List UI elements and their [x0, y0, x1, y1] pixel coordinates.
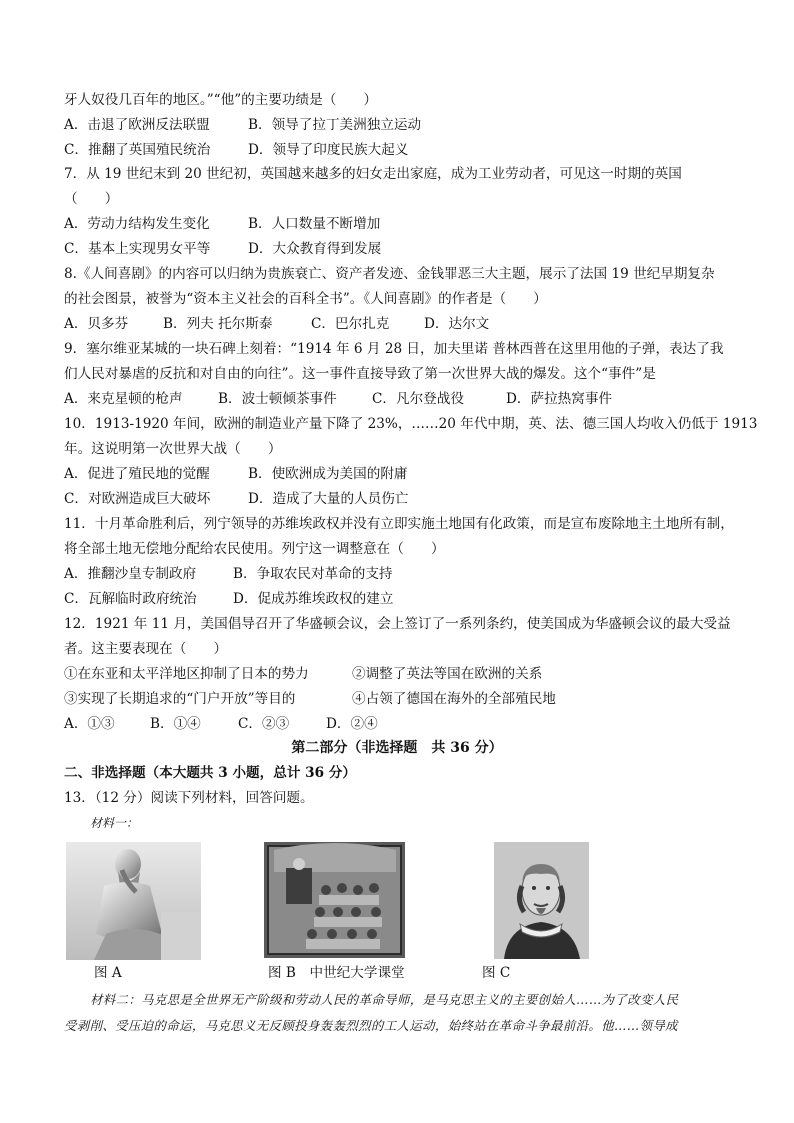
q12-stem-line2: 者。这主要表现在（ ） — [64, 641, 228, 657]
q7-option-d[interactable]: D．大众教育得到发展 — [248, 241, 382, 257]
q11-option-d[interactable]: D．促成苏维埃政权的建立 — [233, 591, 394, 607]
figure-b-classroom-image — [264, 842, 405, 958]
q7-stem-line1: 7．从 19 世纪末到 20 世纪初，英国越来越多的妇女走出家庭，成为工业劳动者，可见这一时期的英国 — [64, 166, 682, 182]
q9-option-c[interactable]: C．凡尔登战役 — [372, 391, 464, 407]
q9-stem-line1: 9．塞尔维亚某城的一块石碑上刻着：“1914 年 6 月 28 日，加夫里诺 普林西普在这里用他的子弹，表达了我 — [64, 341, 724, 357]
q11-option-c[interactable]: C．瓦解临时政府统治 — [64, 591, 197, 607]
figure-a-caption: 图 A — [94, 965, 122, 981]
material1-label: 材料一： — [90, 816, 139, 830]
q12-option-c[interactable]: C．②③ — [238, 716, 290, 732]
figure-c-portrait-image — [494, 842, 589, 959]
q11-stem-line1: 11．十月革命胜利后，列宁领导的苏维埃政权并没有立即实施土地国有化政策，而是宣布废除地主土地所有制， — [64, 516, 734, 532]
statue-icon — [66, 842, 201, 960]
figure-c-caption: 图 C — [482, 965, 511, 981]
q6-stem-tail: 牙人奴役几百年的地区。”“他”的主要功绩是（ ） — [64, 92, 378, 108]
material2-line2: 受剥削、受压迫的命运，马克思义无反顾投身轰轰烈烈的工人运动，始终站在革命斗争最前沿。他……领导成 — [64, 1018, 678, 1033]
q10-option-c[interactable]: C．对欧洲造成巨大破坏 — [64, 491, 211, 507]
q12-stem-line1: 12．1921 年 11 月，美国倡导召开了华盛顿会议，会上签订了一系列条约，使美国成为华盛顿会议的最大受益 — [64, 616, 731, 632]
q6-option-b[interactable]: B．领导了拉丁美洲独立运动 — [248, 117, 422, 133]
q11-option-b[interactable]: B．争取农民对革命的支持 — [233, 566, 393, 582]
q9-option-b[interactable]: B．波士顿倾茶事件 — [218, 391, 337, 407]
q12-item-4: ④占领了德国在海外的全部殖民地 — [352, 691, 556, 707]
q6-option-d[interactable]: D．领导了印度民族大起义 — [248, 142, 409, 158]
q8-stem-line1: 8.《人间喜剧》的内容可以归纳为贵族衰亡、资产者发迹、金钱罪恶三大主题，展示了法国 19 世纪早期复杂 — [64, 266, 715, 282]
q10-stem-line1: 10．1913-1920 年间，欧洲的制造业产量下降了 23%，……20 年代中期，英、法、德三国人均收入仍低于 1913 — [64, 416, 758, 432]
q10-option-b[interactable]: B．使欧洲成为美国的附庸 — [248, 466, 408, 482]
q12-item-2: ②调整了英法等国在欧洲的关系 — [352, 666, 543, 682]
q12-option-b[interactable]: B．①④ — [150, 716, 201, 732]
q12-option-a[interactable]: A．①③ — [64, 716, 115, 732]
medieval-classroom-icon — [264, 842, 405, 958]
portrait-icon — [494, 842, 589, 959]
q10-option-d[interactable]: D．造成了大量的人员伤亡 — [248, 491, 409, 507]
q6-option-c[interactable]: C．推翻了英国殖民统治 — [64, 142, 211, 158]
q8-option-a[interactable]: A．贝多芬 — [64, 316, 129, 332]
q12-option-d[interactable]: D．②④ — [326, 716, 378, 732]
q11-stem-line2: 将全部土地无偿地分配给农民使用。列宁这一调整意在（ ） — [64, 541, 445, 557]
q10-stem-line2: 年。这说明第一次世界大战（ ） — [64, 441, 282, 457]
q7-option-b[interactable]: B．人口数量不断增加 — [248, 216, 381, 232]
q7-option-c[interactable]: C．基本上实现男女平等 — [64, 241, 211, 257]
q6-option-a[interactable]: A．击退了欧洲反法联盟 — [64, 117, 210, 133]
q9-stem-line2: 们人民对暴虐的反抗和对自由的向往”。这一事件直接导致了第一次世界大战的爆发。这个“事件”是 — [64, 366, 656, 382]
figure-b-caption: 图 B 中世纪大学课堂 — [268, 965, 405, 981]
q8-option-c[interactable]: C．巴尔扎克 — [311, 316, 390, 332]
q8-stem-line2: 的社会图景，被誉为“资本主义社会的百科全书”。《人间喜剧》的作者是（ ） — [64, 291, 547, 307]
q13-stem: 13．（12 分）阅读下列材料，回答问题。 — [64, 790, 314, 806]
q9-option-a[interactable]: A．来克星顿的枪声 — [64, 391, 183, 407]
q7-stem-line2: （ ） — [64, 191, 119, 207]
q12-item-1: ①在东亚和太平洋地区抑制了日本的势力 — [64, 666, 309, 682]
q10-option-a[interactable]: A．促进了殖民地的觉醒 — [64, 466, 210, 482]
material2-line1: 材料二：马克思是全世界无产阶级和劳动人民的革命导师，是马克思主义的主要创始人……为了改变人民 — [90, 992, 679, 1007]
q11-option-a[interactable]: A．推翻沙皇专制政府 — [64, 566, 197, 582]
figure-a-statue-image — [66, 842, 201, 960]
part2-title: 第二部分（非选择题 共 36 分） — [291, 740, 503, 756]
q8-option-b[interactable]: B．列夫 托尔斯泰 — [163, 316, 273, 332]
q7-option-a[interactable]: A．劳动力结构发生变化 — [64, 216, 210, 232]
section2-title: 二、非选择题（本大题共 3 小题，总计 36 分） — [64, 765, 356, 781]
q12-item-3: ③实现了长期追求的“门户开放”等目的 — [64, 691, 296, 707]
q9-option-d[interactable]: D．萨拉热窝事件 — [506, 391, 613, 407]
q8-option-d[interactable]: D．达尔文 — [424, 316, 490, 332]
